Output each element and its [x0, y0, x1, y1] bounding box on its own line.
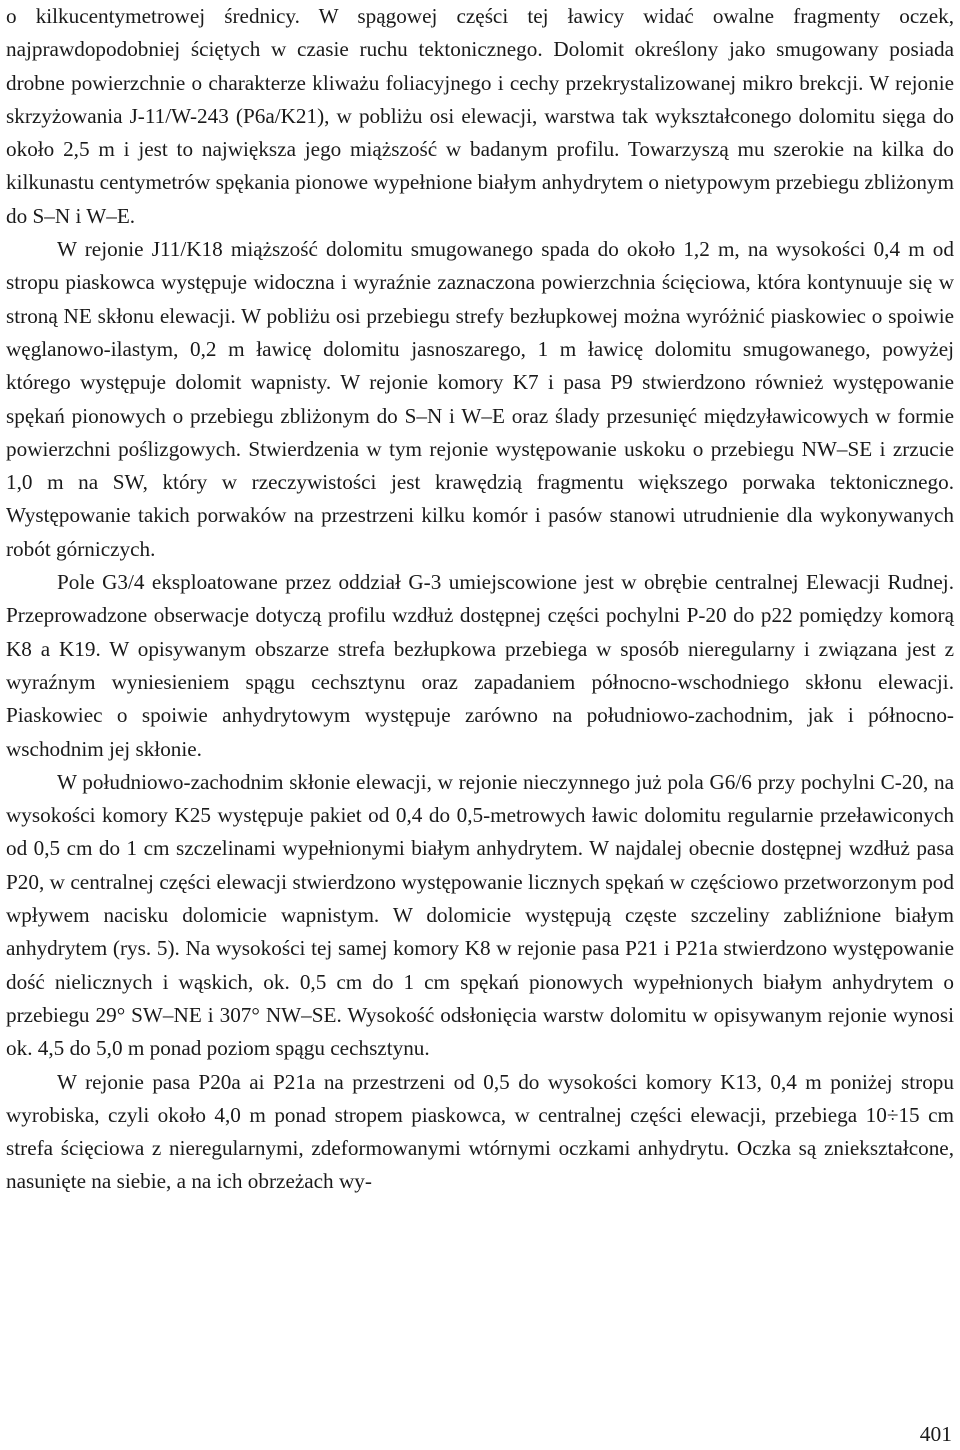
paragraph-2: W rejonie J11/K18 miąższość dolomitu smugowanego spada do około 1,2 m, na wysokości 0,4 m od stropu piaskowca występuje widoczna i wyraźnie zaznaczona powierzchnia ścięciowa, która kontynuuje się w stroną NE skłonu elewacji. W pobliżu osi przebiegu strefy bezłupkowej można wyróżnić piaskowiec o spoiwie węglanowo-ilastym, 0,2 m ławicę dolomitu jasnoszarego, 1 m ławicę dolomitu smugowanego, powyżej którego występuje dolomit wapnisty. W rejonie komory K7 i pasa P9 stwierdzono również występowanie spękań pionowych o przebiegu zbliżonym do S–N i W–E oraz ślady przesunięć międzyławicowych w formie powierzchni poślizgowych. Stwierdzenia w tym rejonie występowanie uskoku o przebiegu NW–SE i zrzucie 1,0 m na SW, który w rzeczywistości jest krawędzią fragmentu większego porwaka tektonicznego. Występowanie takich porwaków na przestrzeni kilku komór i pasów stanowi utrudnienie dla wykonywanych robót górniczych. [6, 237, 954, 561]
paragraph-3: Pole G3/4 eksploatowane przez oddział G-3 umiejscowione jest w obrębie centralnej Elewacji Rudnej. Przeprowadzone obserwacje dotyczą profilu wzdłuż dostępnej części pochylni P-20 do p22 pomiędzy komorą K8 a K19. W opisywanym obszarze strefa bezłupkowa przebiega w sposób nieregularny i związana jest z wyraźnym wyniesieniem spągu cechsztynu oraz zapadaniem północno-wschodniego skłonu elewacji. Piaskowiec o spoiwie anhydrytowym występuje zarówno na południowo-zachodnim, jak i północno-wschodnim jej skłonie. [6, 570, 954, 761]
paragraph-4: W południowo-zachodnim skłonie elewacji, w rejonie nieczynnego już pola G6/6 przy pochylni C-20, na wysokości komory K25 występuje pakiet od 0,4 do 0,5-metrowych ławic dolomitu regularnie przeławiconych od 0,5 cm do 1 cm szczelinami wypełnionymi białym anhydrytem. W najdalej obecnie dostępnej wzdłuż pasa P20, w centralnej części elewacji stwierdzono występowanie licznych spękań w częściowo przetworzonym pod wpływem nacisku dolomicie wapnistym. W dolomicie występują częste szczeliny zabliźnione białym anhydrytem (rys. 5). Na wysokości tej samej komory K8 w rejonie pasa P21 i P21a stwierdzono występowanie dość nielicznych i wąskich, ok. 0,5 cm do 1 cm spękań pionowych wypełnionych białym anhydrytem o przebiegu 29° SW–NE i 307° NW–SE. Wysokość odsłonięcia warstw dolomitu w opisywanym rejonie wynosi ok. 4,5 do 5,0 m ponad poziom spągu cechsztynu. [6, 769, 954, 1061]
document-page [6, 0, 954, 1199]
paragraph-1: o kilkucentymetrowej średnicy. W spągowej części tej ławicy widać owalne fragmenty oczek, najprawdopodobniej ściętych w czasie ruchu tektonicznego. Dolomit określony jako smugowany posiada drobne powierzchnie o charakterze kliważu foliacyjnego i cechy przekrystalizowanej mikro brekcji. W rejonie skrzyżowania J-11/W-243 (P6a/K21), w pobliżu osi elewacji, warstwa tak wykształconego dolomitu sięga do około 2,5 m i jest to największa jego miąższość w badanym profilu. Towarzyszą mu szerokie na kilka do kilkunastu centymetrów spękania pionowe wypełnione białym anhydrytem o nietypowym przebiegu zbliżonym do S–N i W–E. [6, 4, 954, 228]
paragraph-5: W rejonie pasa P20a ai P21a na przestrzeni od 0,5 do wysokości komory K13, 0,4 m poniżej stropu wyrobiska, czyli około 4,0 m ponad stropem piaskowca, w centralnej części elewacji, przebiega 10÷15 cm strefa ścięciowa z nieregularnymi, zdeformowanymi wtórnymi oczkami anhydrytu. Oczka są zniekształcone, nasunięte na siebie, a na ich obrzeżach wy- [6, 1069, 954, 1194]
page-number: 401 [919, 1422, 952, 1446]
